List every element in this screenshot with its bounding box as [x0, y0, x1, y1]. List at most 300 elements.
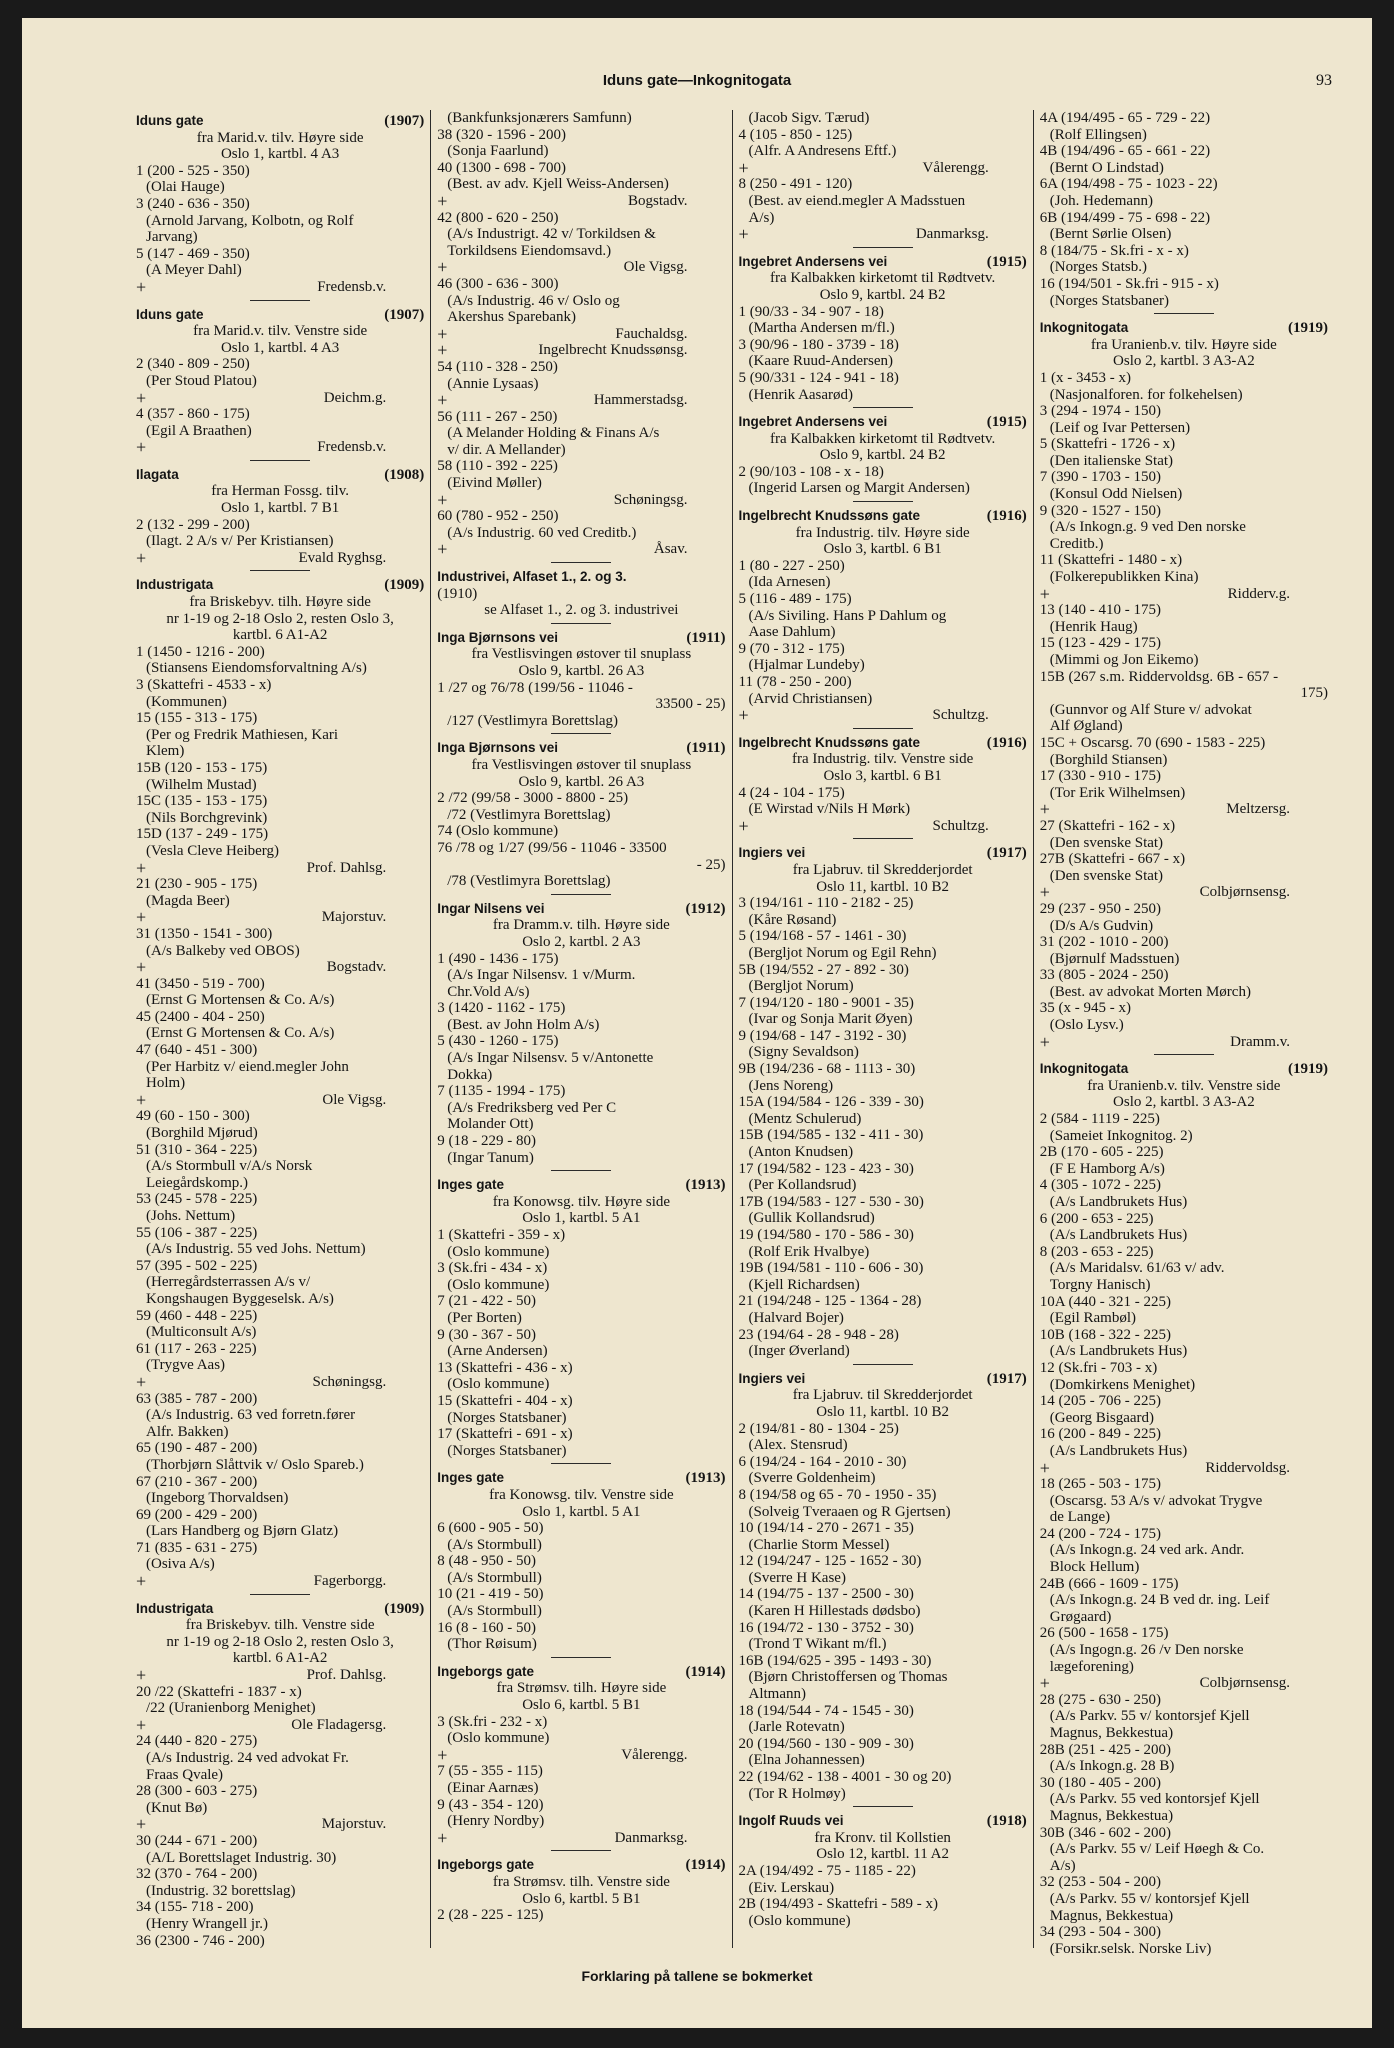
street-heading: [437, 1664, 725, 1681]
owner-line: (Bjørn Christoffersen og Thomas: [748, 1669, 948, 1686]
owner-line: Jarvang): [146, 229, 198, 246]
cross-street-name: Majorstuv.: [321, 909, 387, 926]
running-head: Iduns gate—Inkognitogata: [602, 72, 792, 89]
owner-line: Torgny Hanisch): [1049, 1276, 1151, 1293]
crossing-icon: +: [437, 323, 448, 344]
street-name: Ingiers vei: [738, 845, 806, 861]
street-description: Oslo 11, kartbl. 10 B2: [816, 878, 950, 895]
cross-street-name: Prof. Dahlsg.: [306, 859, 387, 876]
cross-street-name: Colbjørnsensg.: [1199, 884, 1290, 901]
property-line: 9 (18 - 229 - 80): [437, 1133, 536, 1150]
owner-line: (Oslo kommune): [748, 1912, 851, 1929]
property-line: 20 (194/560 - 130 - 909 - 30): [738, 1735, 914, 1752]
crossing-icon: +: [1039, 1457, 1050, 1478]
street-description: fra Briskebyv. tilh. Venstre side: [185, 1617, 375, 1634]
street-description: Oslo 1, kartbl. 5 A1: [522, 1503, 641, 1520]
owner-line: (Hjalmar Lundeby): [748, 657, 865, 674]
owner-line: (A/s Stormbull): [447, 1569, 542, 1586]
street-number: (1914): [685, 1663, 726, 1680]
street-description: fra Dramm.v. tilh. Høyre side: [492, 917, 670, 934]
owner-line: (Olai Hauge): [146, 179, 225, 196]
section-divider: [1154, 313, 1214, 314]
owner-line: Klem): [146, 743, 185, 760]
owner-line: (Gullik Kollandsrud): [748, 1210, 875, 1227]
owner-line: (Multiconsult A/s): [146, 1324, 257, 1341]
crossing-icon: +: [437, 340, 448, 361]
street-description: fra Kalbakken kirketomt til Rødtvetv.: [770, 270, 996, 287]
street-number: (1911): [686, 740, 726, 757]
street-name: Industrivei, Alfaset 1., 2. og 3.: [437, 569, 627, 585]
cross-street-name: Danmarksg.: [915, 226, 989, 243]
owner-line: (Johs. Nettum): [146, 1208, 236, 1224]
owner-line: (Joh. Hedemann): [1049, 192, 1154, 209]
owner-line: (Martha Andersen m/fl.): [748, 320, 895, 337]
street-heading: [739, 1813, 1027, 1830]
owner-line: (Solveig Tveraaen og R Gjertsen): [748, 1503, 951, 1520]
owner-line: (Alfr. A Andresens Eftf.): [748, 143, 897, 160]
property-line: 18 (194/544 - 74 - 1545 - 30): [738, 1702, 914, 1719]
street-heading: [739, 845, 1027, 862]
street-description: Oslo 9, kartbl. 24 B2: [819, 447, 946, 464]
property-line: 58 (110 - 392 - 225): [437, 458, 558, 475]
owner-line: Molander Ott): [447, 1116, 534, 1133]
owner-line: Alfr. Bakken): [146, 1423, 229, 1440]
street-description: Oslo 1, kartbl. 5 A1: [522, 1210, 641, 1227]
property-line: 6A (194/498 - 75 - 1023 - 22): [1039, 176, 1218, 193]
property-line: 6 (200 - 653 - 225): [1039, 1210, 1154, 1227]
street-name: Ingelbrecht Knudssøns gate: [738, 734, 921, 750]
property-line: 21 (230 - 905 - 175): [136, 876, 258, 893]
owner-line: (Trond T Wikant m/fl.): [748, 1636, 887, 1653]
owner-line: (Vesla Cleve Heiberg): [146, 842, 280, 859]
owner-line: (A/s Ingar Nilsensv. 5 v/Antonette: [447, 1050, 654, 1067]
property-line: 8 (48 - 950 - 50): [437, 1553, 536, 1570]
street-description: kartbl. 6 A1-A2: [232, 627, 328, 644]
street-description: kartbl. 6 A1-A2: [232, 1650, 328, 1667]
owner-line: Creditb.): [1049, 535, 1104, 552]
cross-street: [738, 157, 1027, 178]
owner-line: (Per Stoud Platou): [146, 372, 257, 389]
owner-line: (Arne Andersen): [447, 1343, 548, 1360]
street-number: (1909): [384, 577, 425, 594]
owner-line: (A/s Landbrukets Hus): [1049, 1227, 1188, 1244]
owner-line: (Per Kollandsrud): [748, 1177, 857, 1194]
property-line: 74 (Oslo kommune): [437, 823, 559, 840]
property-line: 1 (80 - 227 - 250): [738, 557, 845, 574]
columns: [130, 110, 1334, 1957]
crossing-icon: +: [738, 157, 749, 178]
owner-line: (Den italienske Stat): [1049, 452, 1174, 469]
owner-line: (A/s Industrig. 63 ved forretn.fører: [146, 1407, 356, 1424]
owner-line: (Halvard Bojer): [748, 1309, 844, 1326]
owner-line: (A/s Landbrukets Hus): [1049, 1194, 1188, 1210]
property-line: 28 (300 - 603 - 275): [136, 1783, 258, 1800]
cross-street: [437, 1827, 725, 1848]
owner-line: (A/s Parkv. 55 v/ kontorsjef Kjell: [1049, 1708, 1250, 1725]
property-line: 9B (194/236 - 68 - 1113 - 30): [738, 1061, 916, 1078]
property-line: 12 (Sk.fri - 703 - x): [1039, 1359, 1158, 1376]
owner-line: (Den svenske Stat): [1049, 834, 1164, 851]
cross-street-name: Ole Vigsg.: [623, 259, 688, 276]
owner-line: Magnus, Bekkestua): [1049, 1725, 1174, 1741]
owner-line: (Henry Nordby): [447, 1813, 545, 1830]
crossing-icon: +: [738, 815, 749, 836]
property-line: 46 (300 - 636 - 300): [437, 275, 559, 292]
street-heading: [437, 1470, 725, 1487]
owner-line: (A/s Maridalsv. 61/63 v/ adv.: [1049, 1260, 1225, 1277]
owner-line: (Mimmi og Jon Eikemo): [1049, 652, 1199, 668]
street-description: fra Ljabruv. til Skredderjordet: [792, 861, 973, 878]
owner-line: (A/s Stormbull): [447, 1603, 542, 1620]
property-line: 15B (120 - 153 - 175): [136, 759, 268, 776]
owner-line: de Lange): [1049, 1509, 1111, 1526]
owner-line: (A/s Stormbull): [447, 1536, 542, 1553]
crossing-icon: +: [136, 907, 147, 928]
property-line: (1910): [437, 585, 478, 602]
property-line: 5B (194/552 - 27 - 892 - 30): [738, 961, 909, 978]
owner-line: (Einar Aarnæs): [447, 1780, 539, 1796]
owner-line: (Oslo kommune): [447, 1243, 550, 1260]
property-line: 10 (21 - 419 - 50): [437, 1586, 544, 1603]
property-line: 6B (194/499 - 75 - 698 - 22): [1039, 209, 1211, 226]
property-line: 15B (267 s.m. Riddervoldsg. 6B - 657 -: [1039, 668, 1279, 685]
owner-line: (Annie Lysaas): [447, 375, 539, 392]
crossing-icon: +: [437, 390, 448, 411]
property-line: 45 (2400 - 404 - 250): [136, 1008, 265, 1025]
owner-line: (Henrik Aasarød): [748, 386, 854, 403]
owner-line: lægeforening): [1049, 1658, 1134, 1675]
street-number: (1915): [986, 414, 1027, 431]
owner-line: (Nils Borchgrevink): [146, 809, 268, 826]
property-line: 1 /27 og 76/78 (199/56 - 11046 -: [437, 679, 633, 696]
crossing-icon: +: [136, 1814, 147, 1835]
owner-line: (A/s Ingogn.g. 26 /v Den norske: [1049, 1642, 1244, 1659]
street-name: Ingelbrecht Knudssøns gate: [738, 508, 921, 524]
crossing-icon: +: [1039, 1673, 1050, 1694]
owner-line: Chr.Vold A/s): [447, 983, 530, 1000]
property-line: 9 (70 - 312 - 175): [738, 640, 845, 657]
owner-line: (A/L Borettslaget Industrig. 30): [146, 1849, 337, 1866]
owner-line: (Norges Statsbaner): [447, 1442, 567, 1459]
owner-line: (Per og Fredrik Mathiesen, Kari: [146, 726, 339, 743]
street-name: Iduns gate: [136, 306, 204, 322]
owner-line: (Arvid Christiansen): [748, 690, 873, 707]
street-heading: [437, 630, 725, 647]
owner-line: (Bergljot Norum og Egil Rehn): [748, 944, 937, 961]
property-line: 41 (3450 - 519 - 700): [136, 975, 265, 992]
street-number: (1908): [384, 466, 425, 483]
owner-line: (Thor Røisum): [447, 1636, 537, 1653]
owner-line: (Egil A Braathen): [146, 422, 252, 439]
owner-line: A/s): [748, 209, 775, 226]
owner-line: (Eiv. Lerskau): [748, 1879, 835, 1896]
cross-street: [1040, 801, 1328, 818]
owner-line: (A/s Industrig. 55 ved Johs. Nettum): [146, 1241, 366, 1258]
owner-line: (A Meyer Dahl): [146, 262, 242, 279]
section-divider: [250, 460, 310, 461]
owner-line: Dokka): [447, 1066, 493, 1083]
street-description: Oslo 1, kartbl. 4 A3: [220, 339, 340, 356]
section-divider: [853, 407, 913, 408]
owner-line: (Wilhelm Mustad): [146, 776, 257, 793]
cross-street-name: Fredensb.v.: [317, 439, 387, 456]
owner-line: (Ilagt. 2 A/s v/ Per Kristiansen): [146, 533, 334, 550]
owner-line: Aase Dahlum): [748, 624, 836, 641]
crossing-icon: +: [136, 957, 147, 978]
owner-line: (Jens Noreng): [748, 1077, 834, 1094]
owner-line: (Mentz Schulerud): [748, 1110, 862, 1127]
cross-street: [136, 1714, 424, 1735]
property-line: 15 (123 - 429 - 175): [1039, 635, 1161, 652]
crossing-icon: +: [136, 547, 147, 568]
street-description: fra Briskebyv. tilh. Høyre side: [189, 594, 371, 611]
property-line: 1 (1450 - 1216 - 200): [136, 643, 265, 660]
property-line: 17 (194/582 - 123 - 423 - 30): [738, 1160, 914, 1177]
owner-line: (A/s Industrigt. 42 v/ Torkildsen &: [447, 226, 656, 243]
street-description: nr 1-19 og 2-18 Oslo 2, resten Oslo 3,: [166, 1633, 394, 1650]
street-name: Ilagata: [136, 466, 179, 482]
street-heading: [437, 569, 725, 586]
continuation-line: 33500 - 25): [655, 696, 726, 713]
property-line: 1 (x - 3453 - x): [1039, 369, 1131, 386]
owner-line: (A/s Inkogn.g. 24 ved ark. Andr.: [1049, 1542, 1245, 1559]
owner-line: /127 (Vestlimyra Borettslag): [447, 712, 619, 729]
street-description: fra Strømsv. tilh. Høyre side: [496, 1680, 667, 1697]
property-line: 3 (Sk.fri - 232 - x): [437, 1713, 548, 1730]
property-line: 7 (21 - 422 - 50): [437, 1293, 536, 1310]
cross-street: [437, 259, 725, 276]
owner-line: (Ingeborg Thorvaldsen): [146, 1490, 289, 1507]
property-line: 30 (180 - 405 - 200): [1039, 1774, 1161, 1791]
street-description: Oslo 9, kartbl. 26 A3: [518, 663, 645, 679]
property-line: 2 (132 - 299 - 200): [136, 516, 250, 533]
property-line: 15 (Skattefri - 404 - x): [437, 1392, 573, 1409]
property-line: 56 (111 - 267 - 250): [437, 408, 558, 425]
owner-line: (Best. av adv. Kjell Weiss-Andersen): [447, 176, 669, 193]
cross-street-name: Vålerengg.: [922, 159, 989, 176]
owner-line: (Charlie Storm Messel): [748, 1536, 890, 1553]
owner-line: Altmann): [748, 1686, 806, 1703]
property-line: 36 (2300 - 746 - 200): [136, 1932, 265, 1949]
property-line: 1 (200 - 525 - 350): [136, 162, 250, 179]
street-description: fra Strømsv. tilh. Venstre side: [492, 1873, 670, 1890]
property-line: 61 (117 - 263 - 225): [136, 1340, 257, 1357]
owner-line: (Norges Statsbaner): [1049, 292, 1170, 309]
property-line: 12 (194/247 - 125 - 1652 - 30): [738, 1553, 922, 1570]
cross-street-name: Ole Vigsg.: [322, 1091, 387, 1108]
owner-line: (Best. av eiend.megler A Madsstuen: [748, 192, 966, 209]
owner-line: (Folkerepublikken Kina): [1049, 569, 1199, 586]
property-line: 8 (250 - 491 - 120): [738, 176, 853, 193]
cross-street: [136, 1573, 424, 1590]
owner-line: Magnus, Bekkestua): [1049, 1907, 1174, 1924]
property-line: 10A (440 - 321 - 225): [1039, 1293, 1171, 1310]
street-number: (1917): [986, 1370, 1027, 1387]
property-line: 71 (835 - 631 - 275): [136, 1539, 258, 1556]
crossing-icon: +: [136, 387, 147, 408]
cross-street: [136, 1667, 424, 1684]
street-description: Oslo 2, kartbl. 3 A3-A2: [1113, 1094, 1255, 1111]
owner-line: (A/s Industrig. 46 v/ Oslo og: [447, 292, 620, 309]
cross-street-name: Meltzersg.: [1226, 801, 1290, 818]
property-line: 38 (320 - 1596 - 200): [437, 126, 566, 143]
owner-line: (Henry Wrangell jr.): [146, 1915, 268, 1932]
crossing-icon: +: [1039, 882, 1050, 903]
crossing-icon: +: [437, 1744, 448, 1765]
property-line: 55 (106 - 387 - 225): [136, 1224, 258, 1241]
property-line: 4B (194/496 - 65 - 661 - 22): [1039, 143, 1211, 160]
owner-line: (Magda Beer): [146, 892, 230, 909]
street-description: Oslo 2, kartbl. 2 A3: [522, 933, 641, 950]
owner-line: (Sameiet Inkognitog. 2): [1049, 1127, 1193, 1144]
property-line: 15C (135 - 153 - 175): [136, 793, 268, 810]
street-number: (1916): [986, 508, 1027, 525]
owner-line: (Best. av advokat Morten Mørch): [1049, 983, 1251, 1000]
owner-line: (Per Borten): [447, 1309, 522, 1326]
property-line: 16B (194/625 - 395 - 1493 - 30): [738, 1652, 932, 1669]
property-line: 21 (194/248 - 125 - 1364 - 28): [738, 1293, 922, 1310]
property-line: 8 (184/75 - Sk.fri - x - x): [1039, 242, 1189, 259]
street-description: fra Ljabruv. til Skredderjordet: [792, 1387, 973, 1404]
property-line: 2 (28 - 225 - 125): [437, 1907, 544, 1924]
property-line: 4A (194/495 - 65 - 729 - 22): [1039, 110, 1211, 126]
cross-street: [1040, 1675, 1328, 1692]
owner-line: (Oslo kommune): [447, 1276, 550, 1293]
property-line: 1 (90/33 - 34 - 907 - 18): [738, 303, 884, 320]
property-line: 28B (251 - 425 - 200): [1039, 1741, 1171, 1758]
property-line: 30B (346 - 602 - 200): [1039, 1824, 1171, 1841]
property-line: 9 (43 - 354 - 120): [437, 1796, 544, 1813]
owner-line: (Bergljot Norum): [748, 978, 854, 995]
street-number: (1913): [685, 1177, 726, 1194]
owner-line: (Herregårdsterrassen A/s v/: [146, 1274, 311, 1291]
cross-street-name: Danmarksg.: [614, 1829, 688, 1846]
street-description: fra Uranienb.v. tilv. Venstre side: [1087, 1077, 1281, 1094]
property-line: 5 (147 - 469 - 350): [136, 245, 250, 262]
street-number: (1915): [986, 253, 1027, 270]
property-line: 15C + Oscarsg. 70 (690 - 1583 - 225): [1039, 734, 1266, 751]
page-number: 93: [1316, 72, 1332, 89]
owner-line: (Bernt Sørlie Olsen): [1049, 226, 1172, 243]
section-divider: [853, 838, 913, 839]
owner-line: (Thorbjørn Slåttvik v/ Oslo Spareb.): [146, 1456, 364, 1473]
street-description: Oslo 3, kartbl. 6 B1: [823, 767, 942, 784]
owner-line: (Rolf Ellingsen): [1049, 126, 1147, 143]
owner-line: (Norges Statsb.): [1049, 259, 1147, 276]
property-line: 11 (Skattefri - 1480 - x): [1039, 552, 1183, 569]
property-line: 32 (370 - 764 - 200): [136, 1866, 258, 1883]
property-line: 69 (200 - 429 - 200): [136, 1506, 258, 1523]
section-divider: [551, 733, 611, 734]
property-line: 19 (194/580 - 170 - 586 - 30): [738, 1227, 914, 1243]
owner-line: Fraas Qvale): [146, 1766, 224, 1783]
owner-line: (Georg Bisgaard): [1049, 1409, 1155, 1426]
owner-line: (A/s Parkv. 55 ved kontorsjef Kjell: [1049, 1791, 1260, 1808]
street-name: Inga Bjørnsons vei: [437, 629, 559, 645]
cross-street-name: Schultzg.: [932, 817, 989, 834]
property-line: 2B (170 - 605 - 225): [1039, 1144, 1164, 1161]
street-description: Oslo 2, kartbl. 3 A3-A2: [1113, 353, 1255, 370]
street-name: Inges gate: [437, 1470, 505, 1486]
crossing-icon: +: [136, 437, 147, 458]
section-divider: [250, 300, 310, 301]
section-divider: [853, 247, 913, 248]
street-name: Ingar Nilsens vei: [437, 900, 545, 916]
crossing-icon: +: [738, 224, 749, 245]
street-number: (1918): [986, 1813, 1027, 1830]
street-description: fra Industrig. tilv. Høyre side: [795, 524, 970, 541]
owner-line: (Nasjonalforen. for folkehelsen): [1049, 386, 1243, 403]
column-1: [130, 110, 430, 1948]
cross-street: [136, 276, 424, 297]
street-description: Oslo 12, kartbl. 11 A2: [816, 1846, 950, 1863]
owner-line: (Ida Arnesen): [748, 574, 831, 591]
owner-line: Magnus, Bekkestua): [1049, 1807, 1174, 1824]
owner-line: (Tor Erik Wilhelmsen): [1049, 784, 1186, 801]
property-line: 16 (194/501 - Sk.fri - 915 - x): [1039, 275, 1219, 292]
property-line: 15A (194/584 - 126 - 339 - 30): [738, 1094, 924, 1111]
cross-street-name: Ingelbrecht Knudssønsg.: [538, 342, 688, 359]
property-line: 5 (194/168 - 57 - 1461 - 30): [738, 928, 907, 945]
street-name: Industrigata: [136, 1600, 214, 1616]
section-divider: [551, 1463, 611, 1464]
cross-street: [1039, 1457, 1328, 1478]
cross-street-name: Colbjørnsensg.: [1199, 1675, 1290, 1692]
crossing-icon: +: [136, 1665, 147, 1686]
property-line: 17B (194/583 - 127 - 530 - 30): [738, 1193, 924, 1210]
property-line: 19B (194/581 - 110 - 606 - 30): [738, 1260, 924, 1277]
property-line: 7 (194/120 - 180 - 9001 - 35): [738, 994, 914, 1011]
cross-street-name: Bogstadv.: [326, 959, 387, 976]
owner-line: Kongshaugen Byggeselsk. A/s): [146, 1290, 334, 1307]
cross-street-name: Fagerborgg.: [313, 1573, 387, 1590]
property-line: 59 (460 - 448 - 225): [136, 1307, 258, 1324]
cross-street: [136, 857, 424, 878]
street-number: (1917): [986, 845, 1027, 862]
street-number: (1909): [384, 1600, 425, 1617]
owner-line: (A/s Inkogn.g. 28 B): [1049, 1758, 1175, 1775]
owner-line: (A/s Inkogn.g. 24 B ved dr. ing. Leif: [1049, 1592, 1270, 1609]
crossing-icon: +: [1039, 799, 1050, 820]
owner-line: (Kjell Richardsen): [748, 1276, 860, 1293]
property-line: 10B (168 - 322 - 225): [1039, 1326, 1171, 1343]
street-name: Inkognitogata: [1039, 320, 1129, 336]
owner-line: (Arnold Jarvang, Kolbotn, og Rolf: [146, 212, 354, 229]
property-line: 15 (155 - 313 - 175): [136, 710, 258, 727]
property-line: 7 (55 - 355 - 115): [437, 1763, 543, 1780]
property-line: 7 (390 - 1703 - 150): [1039, 469, 1161, 486]
street-number: (1919): [1288, 1061, 1328, 1078]
street-number: (1916): [986, 734, 1027, 751]
crossing-icon: +: [136, 1089, 147, 1110]
continuation-line: - 25): [696, 856, 726, 873]
owner-line: (Oslo kommune): [447, 1730, 550, 1747]
property-line: 5 (430 - 1260 - 175): [437, 1033, 559, 1050]
owner-line: (Best. av John Holm A/s): [447, 1016, 600, 1033]
street-description: Oslo 6, kartbl. 5 B1: [522, 1697, 641, 1714]
street-name: Ingiers vei: [738, 1370, 806, 1386]
page: [22, 18, 1372, 2028]
street-description: Oslo 6, kartbl. 5 B1: [522, 1890, 641, 1907]
owner-line: (A/s Landbrukets Hus): [1049, 1442, 1188, 1459]
property-line: 11 (78 - 250 - 200): [738, 674, 852, 690]
cross-street-name: Schøningsg.: [312, 1373, 387, 1390]
street-heading: [437, 740, 725, 757]
cross-street: [437, 323, 725, 344]
owner-line: (Kommunen): [146, 693, 227, 710]
owner-line: (Elna Johannessen): [748, 1752, 865, 1769]
owner-line: (Ingar Tanum): [447, 1149, 534, 1166]
